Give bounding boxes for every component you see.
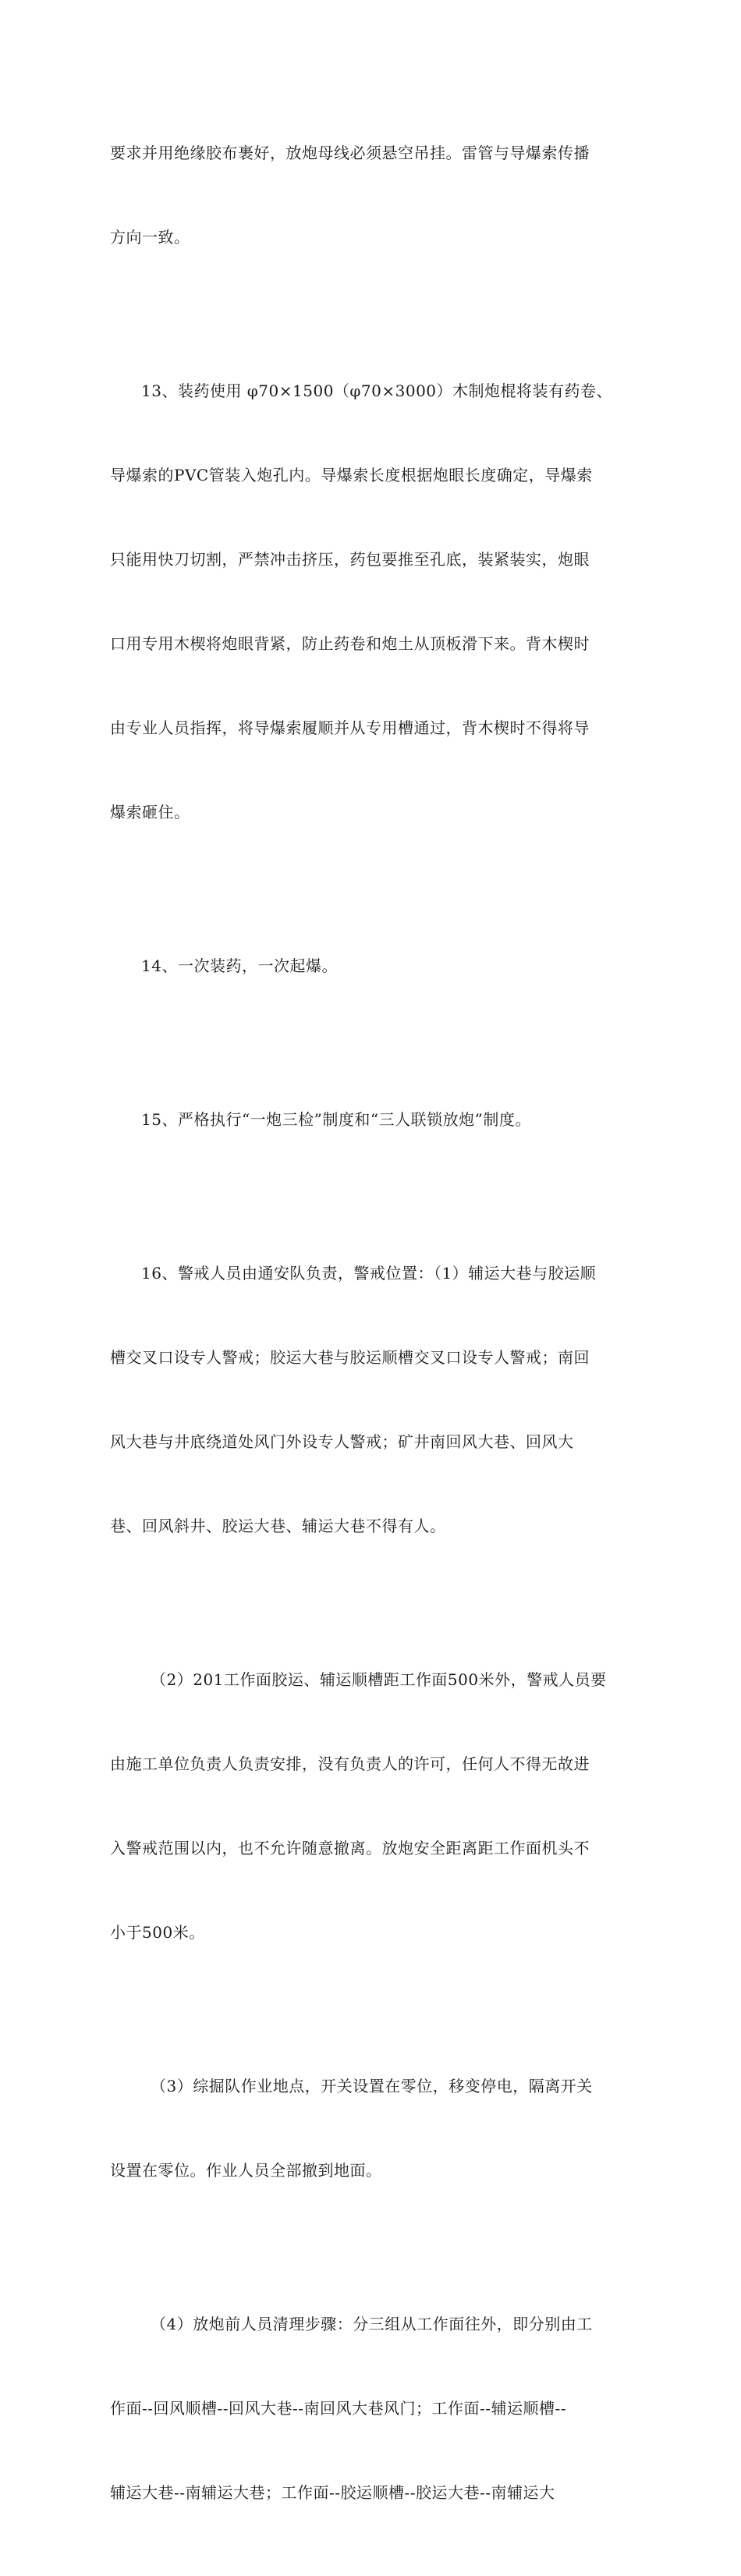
- text-line: 要求并用绝缘胶布裹好，放炮母线必须悬空吊挂。雷管与导爆索传播: [110, 144, 590, 162]
- text-line: 作面--回风顺槽--回风大巷--南回风大巷风门；工作面--辅运顺槽--: [110, 2399, 567, 2418]
- document-body: [110, 83, 631, 2576]
- paragraph-item-15: [110, 1049, 631, 1190]
- text-line: 风大巷与井底绕道处风门外设专人警戒；矿井南回风大巷、回风大: [110, 1432, 574, 1451]
- text-line: 15、严格执行“一炮三检”制度和“三人联锁放炮”制度。: [141, 1110, 531, 1129]
- paragraph-item-16: [110, 1203, 631, 1596]
- text-line: 13、装药使用 φ70×1500（φ70×3000）木制炮棍将装有药卷、: [141, 381, 613, 400]
- text-line: 爆索砸住。: [110, 803, 190, 821]
- text-line: 由专业人员指挥，将导爆索履顺并从专用槽通过，背木楔时不得将导: [110, 719, 590, 737]
- paragraph-item-16-2: [110, 1609, 631, 2003]
- text-line: 小于500米。: [110, 1923, 205, 1942]
- text-line: 设置在零位。作业人员全部撤到地面。: [110, 2161, 382, 2180]
- paragraph-continued: [110, 83, 631, 307]
- text-line: 16、警戒人员由通安队负责，警戒位置：（1）辅运大巷与胶运顺: [141, 1264, 597, 1283]
- paragraph-item-14: [110, 896, 631, 1036]
- text-line: 入警戒范围以内，也不允许随意撤离。放炮安全距离距工作面机头不: [110, 1839, 590, 1857]
- text-line: （2）201工作面胶运、辅运顺槽距工作面500米外，警戒人员要: [151, 1670, 607, 1689]
- text-line: 槽交叉口设专人警戒；胶运大巷与胶运顺槽交叉口设专人警戒；南回: [110, 1348, 590, 1367]
- text-line: （3）综掘队作业地点，开关设置在零位，移变停电，隔离开关: [151, 2077, 593, 2095]
- text-line: 口用专用木楔将炮眼背紧，防止药卷和炮土从顶板滑下来。背木楔时: [110, 634, 590, 653]
- text-line: 由施工单位负责人负责安排，没有负责人的许可，任何人不得无故进: [110, 1755, 590, 1773]
- text-line: 只能用快刀切割，严禁冲击挤压，药包要推至孔底，装紧装实，炮眼: [110, 550, 590, 569]
- text-line: （4）放炮前人员清理步骤：分三组从工作面往外，即分别由工: [151, 2315, 593, 2333]
- paragraph-item-16-3: [110, 2016, 631, 2241]
- text-line: 导爆索的PVC管装入炮孔内。导爆索长度根据炮眼长度确定，导爆索: [110, 466, 593, 484]
- text-line: 方向一致。: [110, 228, 190, 247]
- paragraph-item-16-4: [110, 2254, 631, 2563]
- paragraph-item-13: [110, 321, 631, 882]
- text-line: 巷、回风斜井、胶运大巷、辅运大巷不得有人。: [110, 1517, 446, 1535]
- text-line: 辅运大巷--南辅运大巷；工作面--胶运顺槽--胶运大巷--南辅运大: [110, 2483, 555, 2502]
- text-line: 14、一次装药，一次起爆。: [141, 956, 338, 975]
